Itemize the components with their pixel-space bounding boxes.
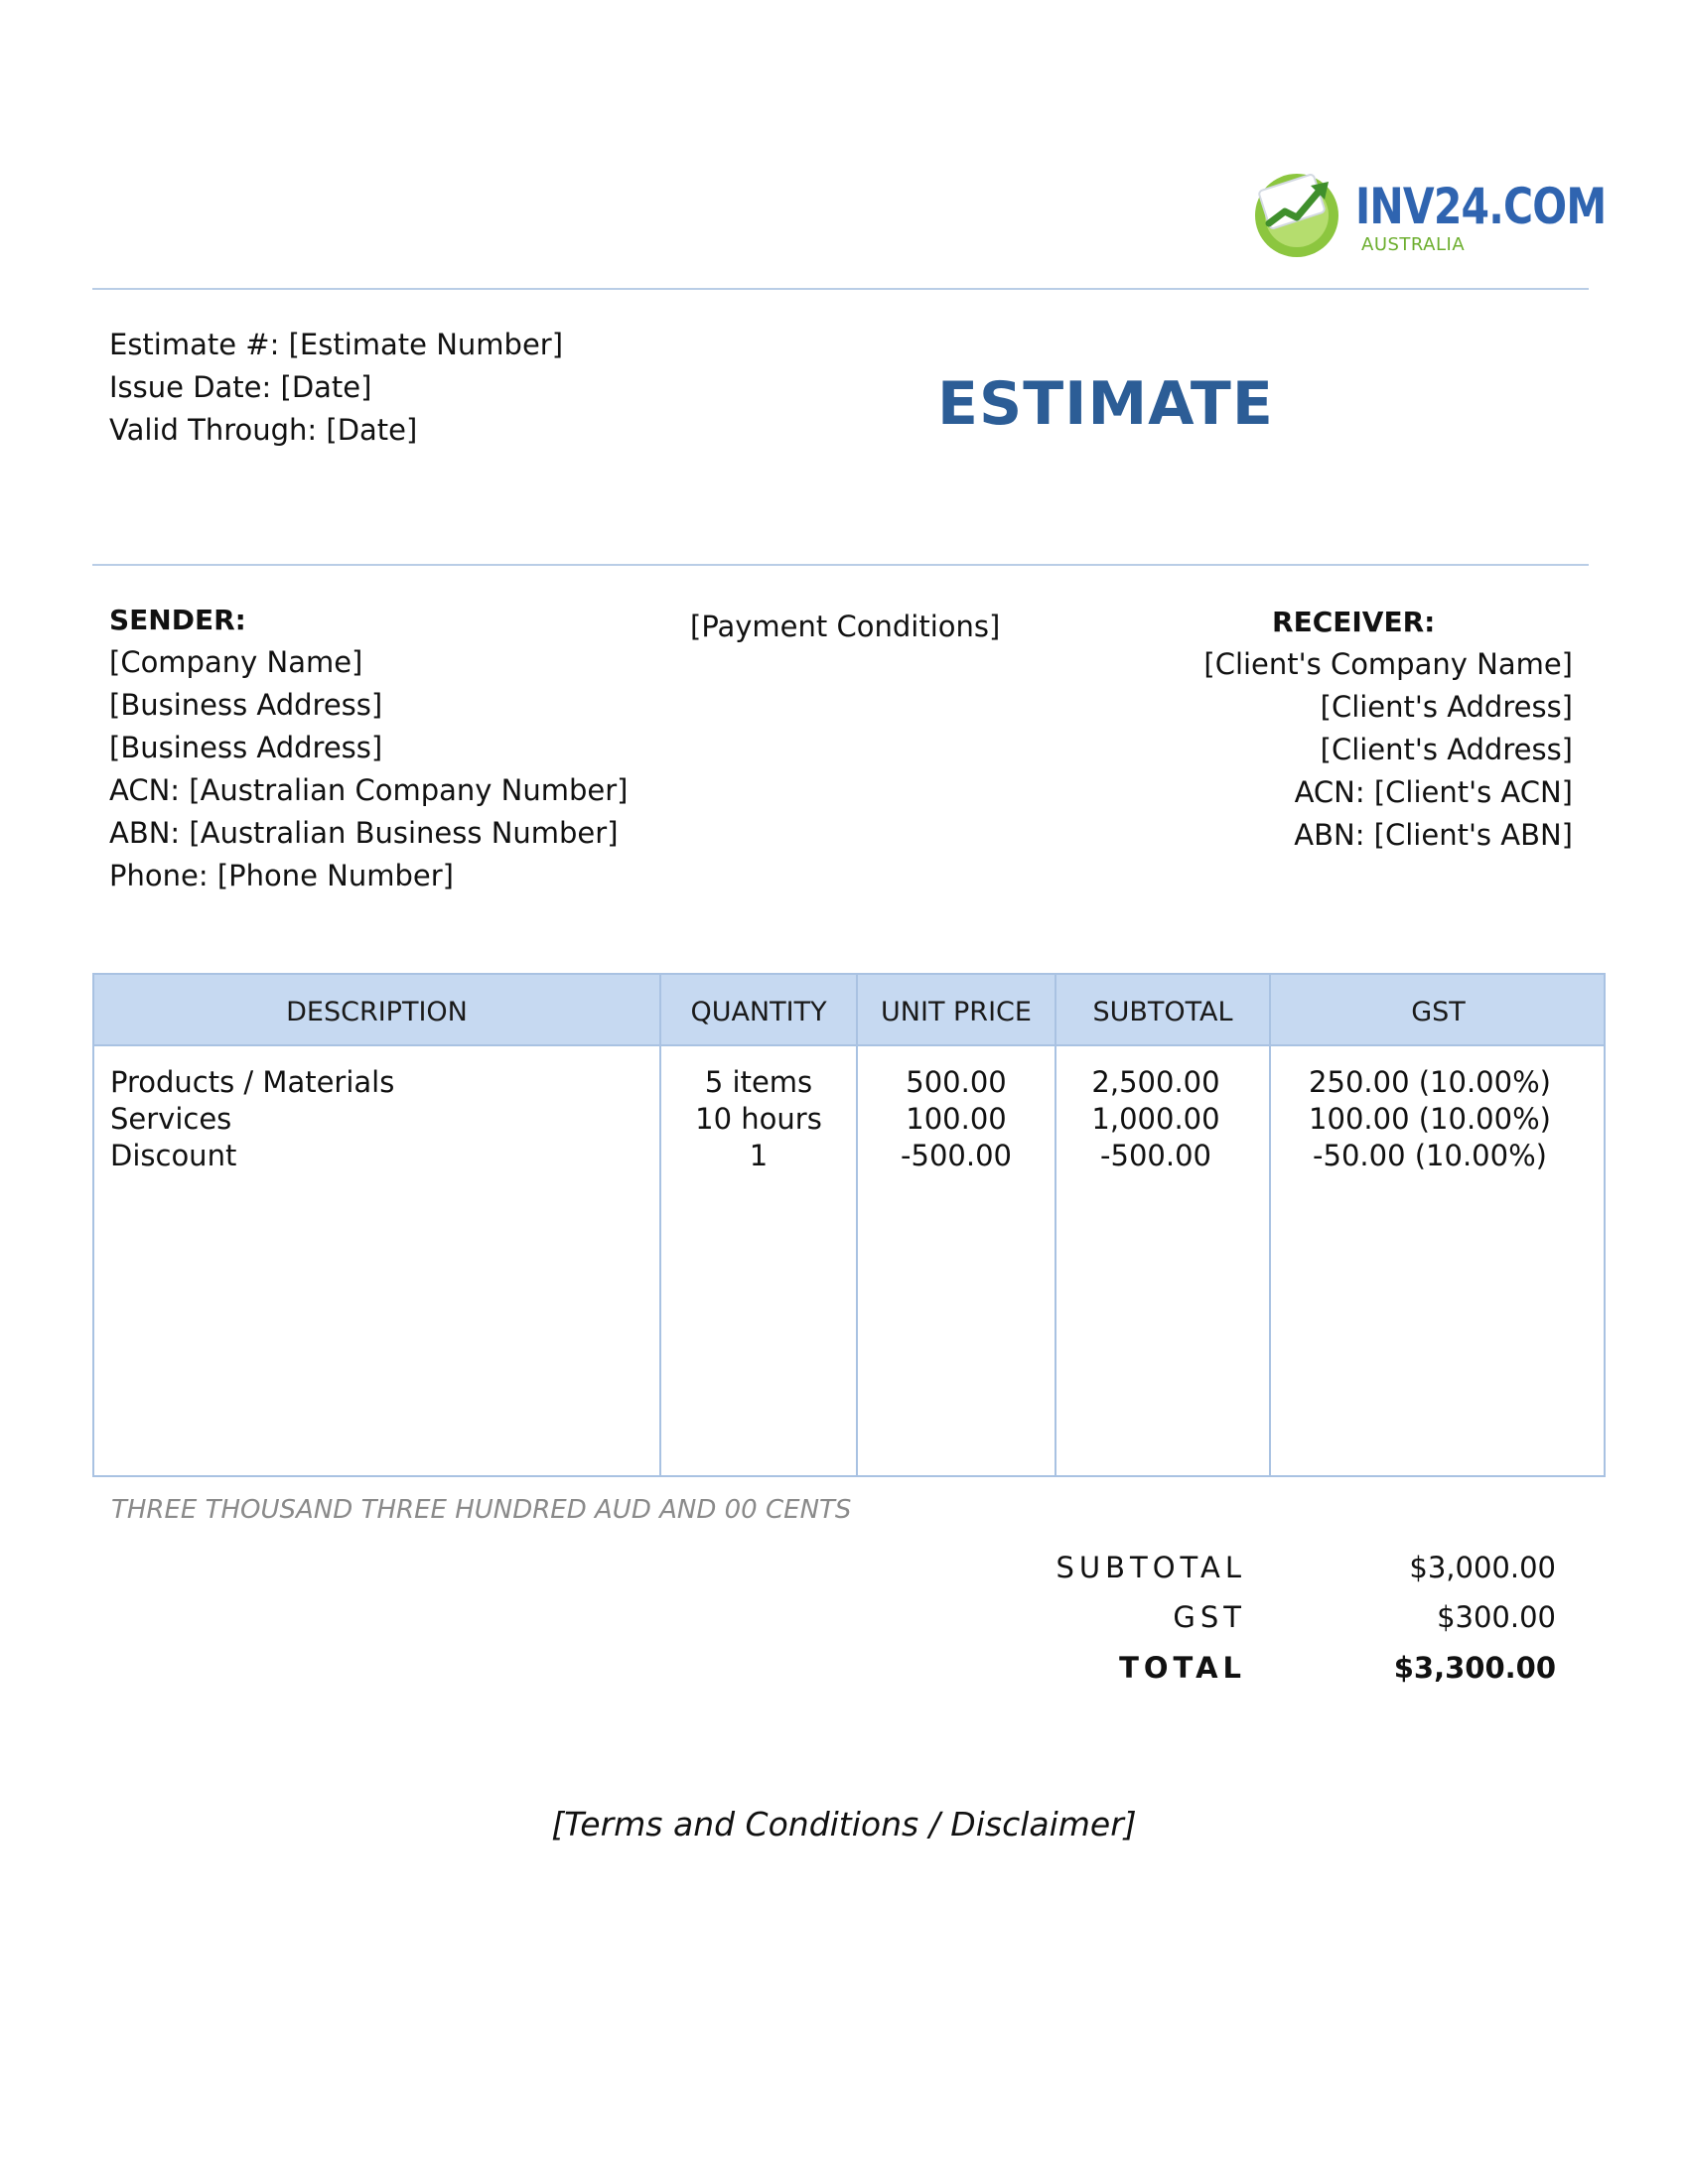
sender-line: [Business Address]: [109, 731, 383, 764]
page-title: ESTIMATE: [937, 369, 1274, 439]
header-divider: [92, 288, 1589, 290]
items-table: [92, 973, 1606, 1477]
subtotal-value: $3,000.00: [1409, 1551, 1556, 1584]
receiver-line: [Client's Company Name]: [1203, 647, 1573, 681]
estimate-meta: [109, 324, 563, 452]
logo-name: INV24.COM: [1355, 178, 1607, 235]
header-subtotal: SUBTOTAL: [1092, 997, 1233, 1027]
header-gst: GST: [1411, 997, 1466, 1027]
quantity-column: [661, 1064, 856, 1174]
receiver-line: ACN: [Client's ACN]: [1294, 775, 1573, 809]
table-cell: -500.00: [901, 1139, 1012, 1172]
sender-line: ABN: [Australian Business Number]: [109, 816, 619, 850]
issue-date: Issue Date: [Date]: [109, 370, 372, 404]
table-cell: Products / Materials: [110, 1065, 395, 1099]
table-cell: 1: [749, 1139, 769, 1172]
header-quantity: QUANTITY: [690, 997, 827, 1027]
gst-label: GST: [1173, 1600, 1246, 1634]
table-cell: 10 hours: [695, 1102, 822, 1136]
amount-in-words: THREE THOUSAND THREE HUNDRED AUD AND 00 CENTS: [111, 1495, 852, 1525]
receiver-line: [Client's Address]: [1320, 733, 1573, 766]
table-cell: -50.00 (10.00%): [1313, 1139, 1547, 1172]
payment-conditions: [Payment Conditions]: [690, 610, 1001, 643]
table-cell: 250.00 (10.00%): [1309, 1065, 1551, 1099]
table-cell: Services: [110, 1102, 232, 1136]
sender-line: [Company Name]: [109, 645, 363, 679]
subtotal-column: [1056, 1064, 1255, 1174]
sender-line: ACN: [Australian Company Number]: [109, 773, 629, 807]
gst-column: [1271, 1064, 1589, 1174]
receiver-block: [1203, 601, 1573, 857]
total-value: $3,300.00: [1393, 1651, 1556, 1685]
table-cell: 1,000.00: [1091, 1102, 1220, 1136]
company-logo: [1249, 162, 1607, 261]
header-unit-price: UNIT PRICE: [881, 997, 1032, 1027]
column-divider: [856, 975, 858, 1475]
header-description: DESCRIPTION: [286, 997, 468, 1027]
sender-line: [Business Address]: [109, 688, 383, 722]
column-divider: [659, 975, 661, 1475]
sender-line: Phone: [Phone Number]: [109, 859, 454, 892]
subtotal-label: SUBTOTAL: [1055, 1551, 1246, 1584]
logo-chart-icon: [1249, 162, 1353, 261]
logo-subtitle: AUSTRALIA: [1361, 234, 1466, 255]
table-cell: 500.00: [906, 1065, 1007, 1099]
valid-through: Valid Through: [Date]: [109, 413, 418, 447]
total-label: TOTAL: [1119, 1651, 1246, 1685]
estimate-number: Estimate #: [Estimate Number]: [109, 328, 564, 361]
column-divider: [1269, 975, 1271, 1475]
sender-heading: SENDER:: [109, 604, 246, 636]
unit-price-column: [858, 1064, 1055, 1174]
table-cell: 2,500.00: [1091, 1065, 1220, 1099]
receiver-line: [Client's Address]: [1320, 690, 1573, 724]
table-cell: 100.00 (10.00%): [1309, 1102, 1551, 1136]
column-divider: [1055, 975, 1056, 1475]
table-cell: Discount: [110, 1139, 237, 1172]
table-cell: 100.00: [906, 1102, 1007, 1136]
terms-and-conditions: [Terms and Conditions / Disclaimer]: [551, 1805, 1137, 1843]
gst-value: $300.00: [1437, 1600, 1556, 1634]
section-divider: [92, 564, 1589, 566]
receiver-heading: RECEIVER:: [1272, 606, 1436, 638]
table-cell: 5 items: [704, 1065, 813, 1099]
table-cell: -500.00: [1100, 1139, 1211, 1172]
description-column: [110, 1064, 394, 1174]
receiver-line: ABN: [Client's ABN]: [1294, 818, 1573, 852]
sender-block: [109, 599, 628, 897]
